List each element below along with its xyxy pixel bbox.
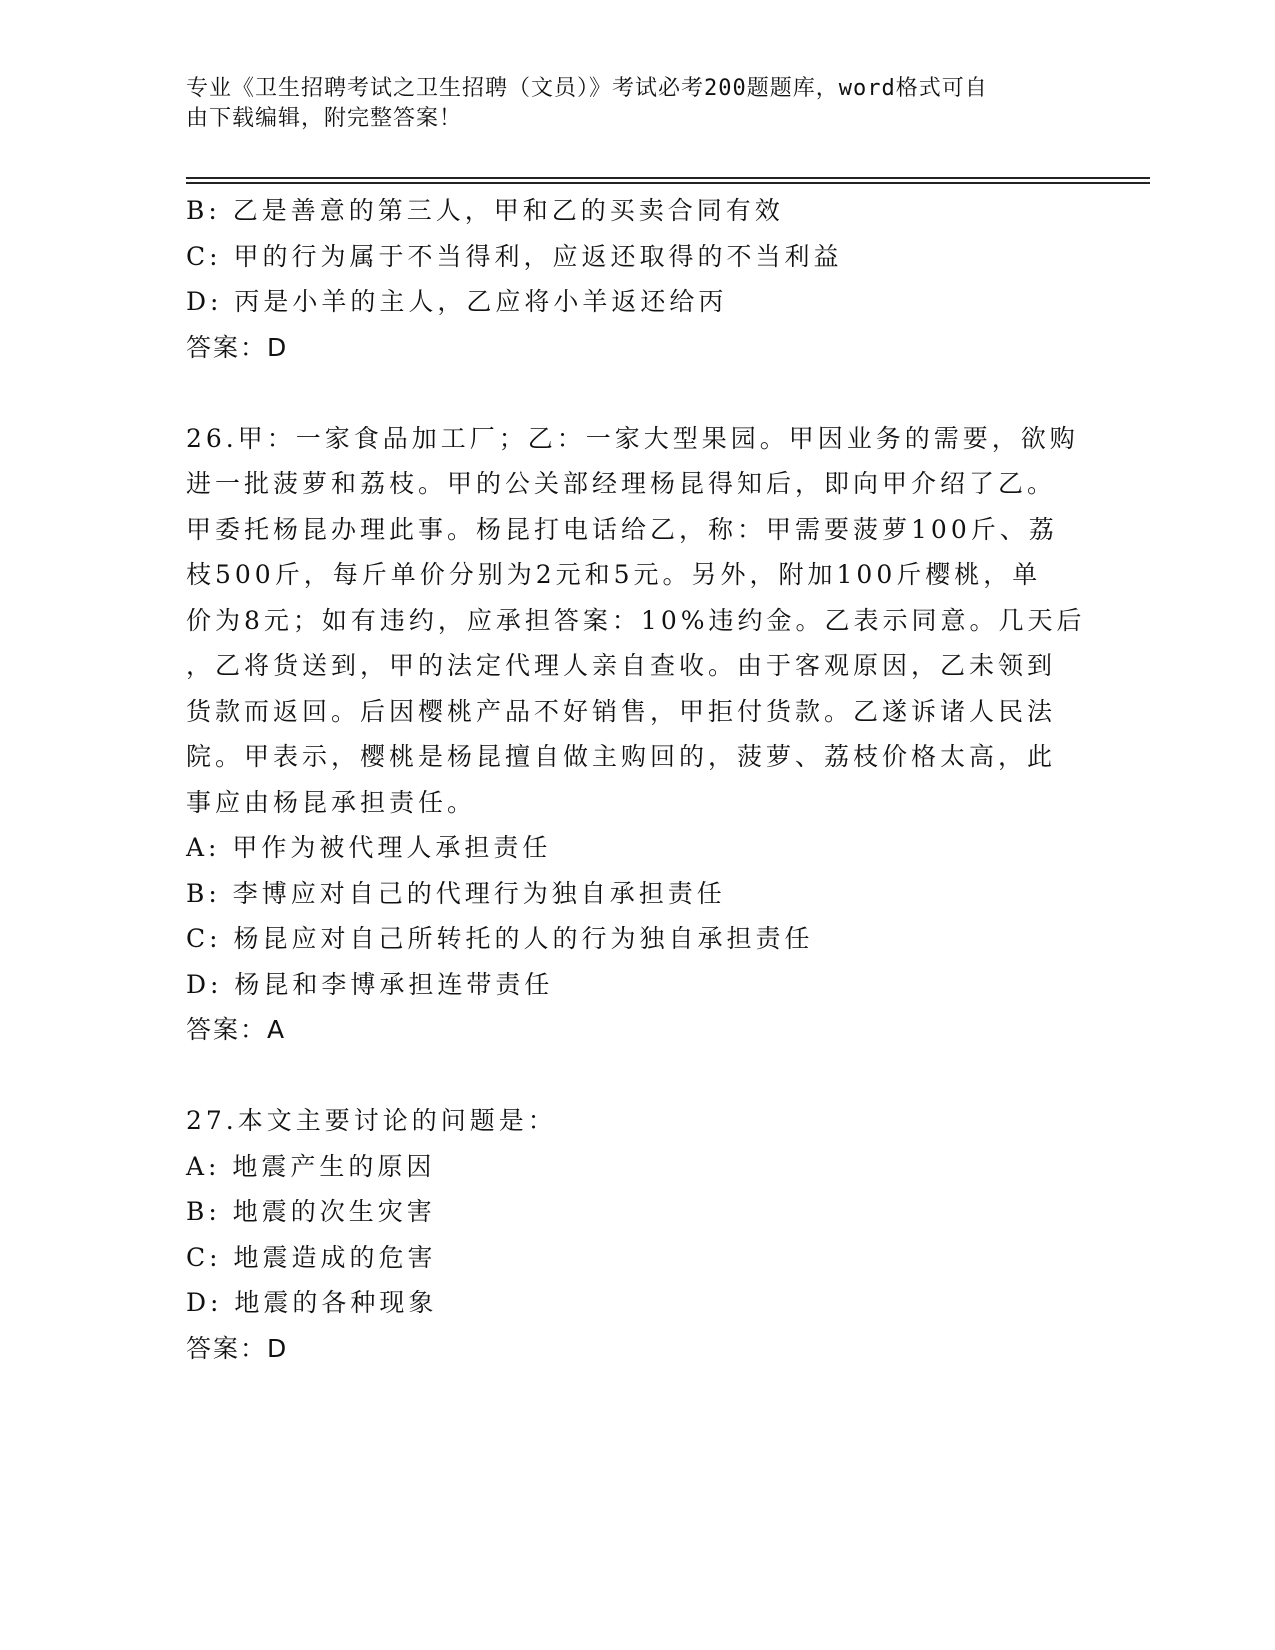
header-divider-top	[186, 177, 1150, 179]
header-line-1: 专业《卫生招聘考试之卫生招聘（文员）》考试必考200题题库，word格式可自	[186, 76, 988, 101]
question-stem-line: 27.本文主要讨论的问题是：	[186, 1106, 557, 1135]
question-stem-line: 货款而返回。后因樱桃产品不好销售，甲拒付货款。乙遂诉诸人民法	[186, 696, 1057, 726]
option-b: B: 乙是善意的第三人，甲和乙的买卖合同有效	[186, 196, 784, 225]
answer-line: 答案：D	[186, 1333, 289, 1363]
option-b: B: 地震的次生灾害	[186, 1197, 436, 1226]
option-d: D: 地震的各种现象	[186, 1288, 438, 1317]
question-stem-line: 甲委托杨昆办理此事。杨昆打电话给乙，称：甲需要菠萝100斤、荔	[186, 514, 1058, 544]
answer-line: 答案：D	[186, 332, 289, 362]
question-stem-line: 进一批菠萝和荔枝。甲的公关部经理杨昆得知后，即向甲介绍了乙。	[186, 469, 1057, 498]
option-a: A: 甲作为被代理人承担责任	[186, 833, 552, 862]
question-stem-line: 枝500斤，每斤单价分别为2元和5元。另外，附加100斤樱桃，单	[186, 560, 1042, 589]
question-stem-line: 26.甲：一家食品加工厂；乙：一家大型果园。甲因业务的需要，欲购	[186, 423, 1079, 453]
spacer	[186, 370, 1086, 416]
spacer	[186, 1053, 1086, 1099]
answer-line: 答案：A	[186, 1015, 287, 1044]
question-stem-line: 事应由杨昆承担责任。	[186, 787, 477, 817]
document-header	[186, 74, 1066, 134]
question-stem-line: 院。甲表示，樱桃是杨昆擅自做主购回的，菠萝、荔枝价格太高，此	[186, 742, 1057, 771]
header-divider-bottom	[186, 182, 1150, 184]
previous-question-tail	[186, 188, 1086, 370]
option-a: A: 地震产生的原因	[186, 1151, 436, 1181]
question-stem-line: ，乙将货送到，甲的法定代理人亲自查收。由于客观原因，乙未领到	[186, 651, 1057, 680]
question-content	[186, 188, 1086, 1371]
option-b: B: 李博应对自己的代理行为独自承担责任	[186, 878, 726, 908]
option-d: D: 杨昆和李博承担连带责任	[186, 969, 554, 999]
option-c: C: 杨昆应对自己所转托的人的行为独自承担责任	[186, 924, 814, 953]
option-d: D: 丙是小羊的主人，乙应将小羊返还给丙	[186, 287, 728, 316]
question-27	[186, 1098, 1086, 1371]
option-c: C: 地震造成的危害	[186, 1242, 437, 1272]
question-26	[186, 416, 1086, 1053]
question-stem-line: 价为8元；如有违约，应承担答案：10%违约金。乙表示同意。几天后	[186, 605, 1086, 635]
option-c: C: 甲的行为属于不当得利，应返还取得的不当利益	[186, 241, 843, 271]
header-line-2: 由下载编辑，附完整答案！	[186, 106, 463, 131]
